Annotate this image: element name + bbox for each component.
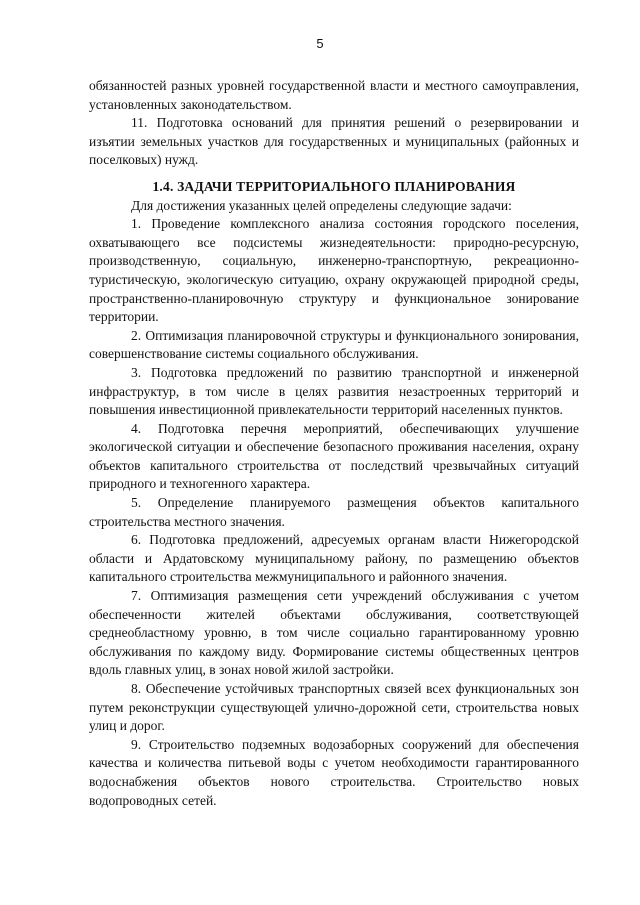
paragraph-task-7: 7. Оптимизация размещения сети учреждений обслуживания с учетом обеспеченности жителей объектами обслуживания, соответствующей среднеобластному уровню, в том числе социально гарантированному уровню обслуживания по каждому виду. Формирование системы общественных центров вдоль главных улиц, в зонах новой жилой застройки.	[89, 588, 579, 678]
paragraph-task-8: 8. Обеспечение устойчивых транспортных связей всех функциональных зон путем реконструкции существующей улично-дорожной сети, строительства новых улиц и дорог.	[89, 681, 579, 734]
paragraph-lead: Для достижения указанных целей определены следующие задачи:	[131, 197, 512, 213]
paragraph-item-11: 11. Подготовка оснований для принятия решений о резервировании и изъятии земельных участков для государственных и муниципальных (районных и поселковых) нужд.	[89, 115, 579, 168]
paragraph-task-5: 5. Определение планируемого размещения объектов капитального строительства местного значения.	[89, 495, 579, 529]
paragraph-task-6: 6. Подготовка предложений, адресуемых органам власти Нижегородской области и Ардатовскому муниципальному району, по размещению объектов капитального строительства межмуниципального и районного значения.	[89, 532, 579, 585]
paragraph-task-1: 1. Проведение комплексного анализа состояния городского поселения, охватывающего все подсистемы жизнедеятельности: природно-ресурсную, производственную, социальную, инженерно-транспортную, рекреационно-туристическую, экологическую ситуацию, охрану окружающей природной среды, пространственно-планировочную структуру и функциональное зонирование территории.	[89, 216, 579, 325]
page-number: 5	[316, 36, 324, 51]
paragraph-task-9: 9. Строительство подземных водозаборных сооружений для обеспечения качества и количества питьевой воды с учетом необходимости гарантированного водоснабжения объектов нового строительства. Строительство новых водопроводных сетей.	[89, 736, 579, 808]
paragraph-task-3: 3. Подготовка предложений по развитию транспортной и инженерной инфраструктур, в том числе в целях развития незастроенных территорий и повышения инвестиционной привлекательности территорий населенных пунктов.	[89, 364, 579, 418]
paragraph-task-2: 2. Оптимизация планировочной структуры и функционального зонирования, совершенствование системы социального обслуживания.	[89, 327, 579, 362]
paragraph-task-4: 4. Подготовка перечня мероприятий, обеспечивающих улучшение экологической ситуации и обеспечение безопасного проживания населения, охрану объектов капитального строительства от последствий чрезвычайных ситуаций природного и техногенного характера.	[89, 420, 579, 492]
paragraph-continuation: обязанностей разных уровней государственной власти и местного самоуправления, установленных законодательством.	[89, 78, 579, 112]
document-body	[89, 77, 579, 810]
section-heading: 1.4. ЗАДАЧИ ТЕРРИТОРИАЛЬНОГО ПЛАНИРОВАНИЯ	[152, 178, 516, 194]
